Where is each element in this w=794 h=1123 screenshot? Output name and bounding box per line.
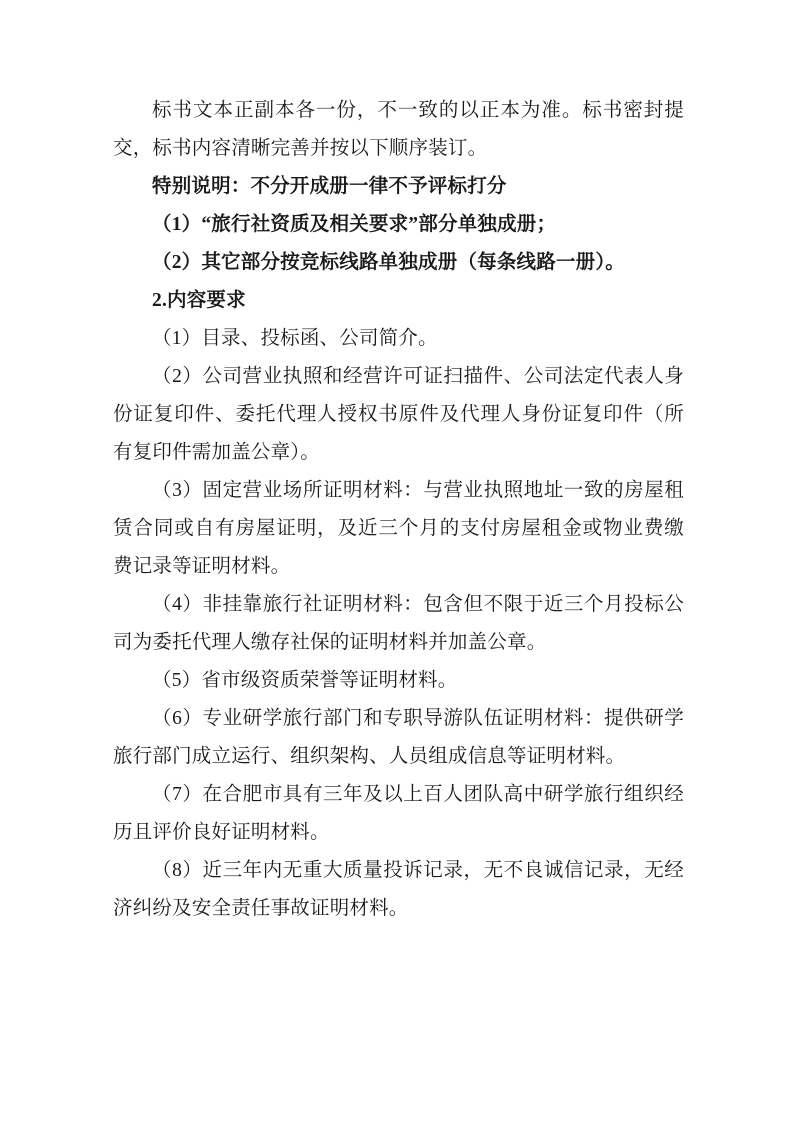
paragraph-req-3: （3）固定营业场所证明材料：与营业执照地址一致的房屋租赁合同或自有房屋证明，及近三个月的支付房屋租金或物业费缴费记录等证明材料。: [113, 480, 684, 577]
paragraph-req-4: （4）非挂靠旅行社证明材料：包含但不限于近三个月投标公司为委托代理人缴存社保的证明材料并加盖公章。: [113, 594, 684, 653]
paragraph-req-6: （6）专业研学旅行部门和专职导游队伍证明材料：提供研学旅行部门成立运行、组织架构、人员组成信息等证明材料。: [113, 708, 684, 767]
paragraph-req-8: （8）近三年内无重大质量投诉记录，无不良诚信记录，无经济纠纷及安全责任事故证明材料。: [113, 860, 684, 919]
paragraph-req-2: （2）公司营业执照和经营许可证扫描件、公司法定代表人身份证复印件、委托代理人授权书原件及代理人身份证复印件（所有复印件需加盖公章）。: [113, 366, 684, 463]
paragraph-item-2: （2）其它部分按竞标线路单独成册（每条线路一册）。: [152, 252, 626, 273]
paragraph-req-1: （1）目录、投标函、公司简介。: [152, 328, 438, 349]
paragraph-intro: 标书文本正副本各一份，不一致的以正本为准。标书密封提交，标书内容清晰完善并按以下顺序装订。: [113, 100, 684, 159]
paragraph-special-note: 特别说明：不分开成册一律不予评标打分: [152, 176, 507, 197]
paragraph-req-7: （7）在合肥市具有三年及以上百人团队高中研学旅行组织经历且评价良好证明材料。: [113, 784, 684, 843]
paragraph-section-2: 2.内容要求: [152, 290, 246, 311]
document-body: [113, 92, 684, 928]
paragraph-req-5: （5）省市级资质荣誉等证明材料。: [152, 670, 458, 691]
paragraph-item-1: （1）“旅行社资质及相关要求”部分单独成册；: [152, 214, 557, 235]
